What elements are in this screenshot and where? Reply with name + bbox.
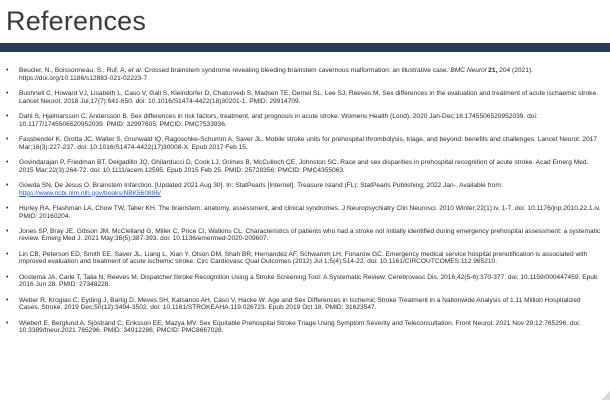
reference-item: • Hurley RA, Flashman LA, Chow TW, Taber KH. The brainstem: anatomy, assessment, and clinical syndromes. J Neuropsychiatry Clin Neurosci. 2010 Winter;22(1):iv, 1-7. doi: 10.1176/jnp.2010.22.1.iv. PMID: 20160204.: [6, 205, 602, 220]
reference-text: Gowda SN, De Jesus O. Brainstem Infarction. [Updated 2021 Aug 30]. In: StatPearls [Internet]. Treasure Island (FL): StatPearls Publishing; 2022 Jan-. Available from:: [19, 181, 503, 189]
reference-item: [6, 182, 602, 197]
page-title: References: [6, 6, 147, 36]
reference-item: • Fassbender K, Grotta JC, Walter S, Grunwald IQ, Ragoschke-Schumm A, Saver JL. Mobile stroke units for prehospital thrombolysis, triage, and beyond: benefits and challenges. Lancet Neurol. 2017 Mar;16(3):227-237. doi: 10.1016/S1474-4422(17)30008-X. Epub 2017 Feb 15.: [6, 136, 602, 151]
title-accent-bar: [0, 43, 610, 52]
reference-item: • Wiebert E, Berglund A, Sjöstrand C, Eriksson EE, Mazya MV. Sex Equitable Prehospital Stroke Triage Using Symptom Severity and Teleconsultation. Front Neurol. 2021 Nov 29;12:765296. doi: 10.3389/fneur.2021.765296. PMID: 34912286; PMCID: PMC8667028.: [6, 320, 602, 335]
reference-item: [6, 67, 602, 82]
reference-tail: 204 (2021). https://doi.org/10.1186/s12883-021-02223-7: [19, 67, 533, 82]
reference-volume: 21,: [488, 67, 498, 74]
reference-item: • Lin CB, Peterson ED, Smith EE, Saver JL, Liang L, Xian Y, Olson DM, Shah BR, Hernandez AF, Schwamm LH, Fonarow GC. Emergency medical service hospital prenotification is associated with improved evaluation and treatment of acute ischemic stroke. Circ Cardiovasc Qual Outcomes (2012) Jul 1;5(4):514-22. doi: 10.1161/CIRCOUTCOMES.112.965210.: [6, 251, 602, 266]
reference-item: • Weber R, Krogias C, Eyding J, Bartig D, Meves SH, Katsanos AH, Caso V, Hacke W. Age and Sex Differences in Ischemic Stroke Treatment in a Nationwide Analysis of 1.11 Million Hospitalized Cases. Stroke. 2019 Dec;50(12):3494-3502. doi: 10.1161/STROKEAHA.119.026723. Epub 2019 Oct 18. PMID: 31623547.: [6, 297, 602, 312]
reference-item: • Oostema JA, Carle T, Talia N, Reeves M. Dispatcher Stroke Recognition Using a Stroke Screening Tool: A Systematic Review. Cerebrovasc Dis. 2016;42(5-6):370-377. doi: 10.1159/000447459. Epub 2016 Jun 28. PMID: 27348228.: [6, 274, 602, 289]
reference-item: • Govindarajan P, Friedman BT, Delgadillo JQ, Ghilarducci D, Cook LJ, Grimes B, McCulloch CE, Johnston SC. Race and sex disparities in prehospital recognition of acute stroke. Acad Emerg Med. 2015 Mar;22(3):264-72. doi: 10.1111/acem.12595. Epub 2015 Feb 25. PMID: 25728356; PMCID: PMC4355063.: [6, 159, 602, 174]
reference-item: • Dahl S, Hjalmarsson C, Andersson B. Sex differences in risk factors, treatment, and prognosis in acute stroke. Womens Health (Lond). 2020 Jan-Dec;16:1745506520952039. doi: 10.1177/1745506520952039. PMID: 32997605; PMCID: PMC7533936.: [6, 113, 602, 128]
reference-authors: Beucler, N., Boissonneau, S., Ruf, A.: [19, 67, 129, 74]
reference-list: [6, 67, 602, 343]
reference-item: • Bushnell C, Howard VJ, Lisabeth L, Caso V, Gall S, Kleindorfer D, Chaturvedi S, Madsen TE, Demel SL, Lee SJ, Reeves M. Sex differences in the evaluation and treatment of acute ischaemic stroke. Lancet Neurol. 2018 Jul;17(7):641-650. doi: 10.1016/S1474-4422(18)30201-1. PMID: 29914709.: [6, 90, 602, 105]
reference-item: • Jones SP, Bray JE, Gibson JM, McClelland G, Miller C, Price CI, Watkins CL. Characteristics of patients who had a stroke not initially identified during emergency prehospital assessment: a systematic review. Emerg Med J. 2021 May;38(5):387-393. doi: 10.1136/emermed-2020-209607.: [6, 228, 602, 243]
slide-corner-decoration: [601, 391, 610, 400]
reference-text: Crossed brainstem syndrome revealing bleeding brainstem cavernous malformation: an illustrative case.: [142, 67, 451, 74]
reference-journal: BMC Neurol: [450, 67, 487, 74]
reference-etal: et al.: [128, 67, 143, 74]
reference-link[interactable]: https://www.ncbi.nlm.nih.gov/books/NBK560896/: [19, 189, 161, 197]
